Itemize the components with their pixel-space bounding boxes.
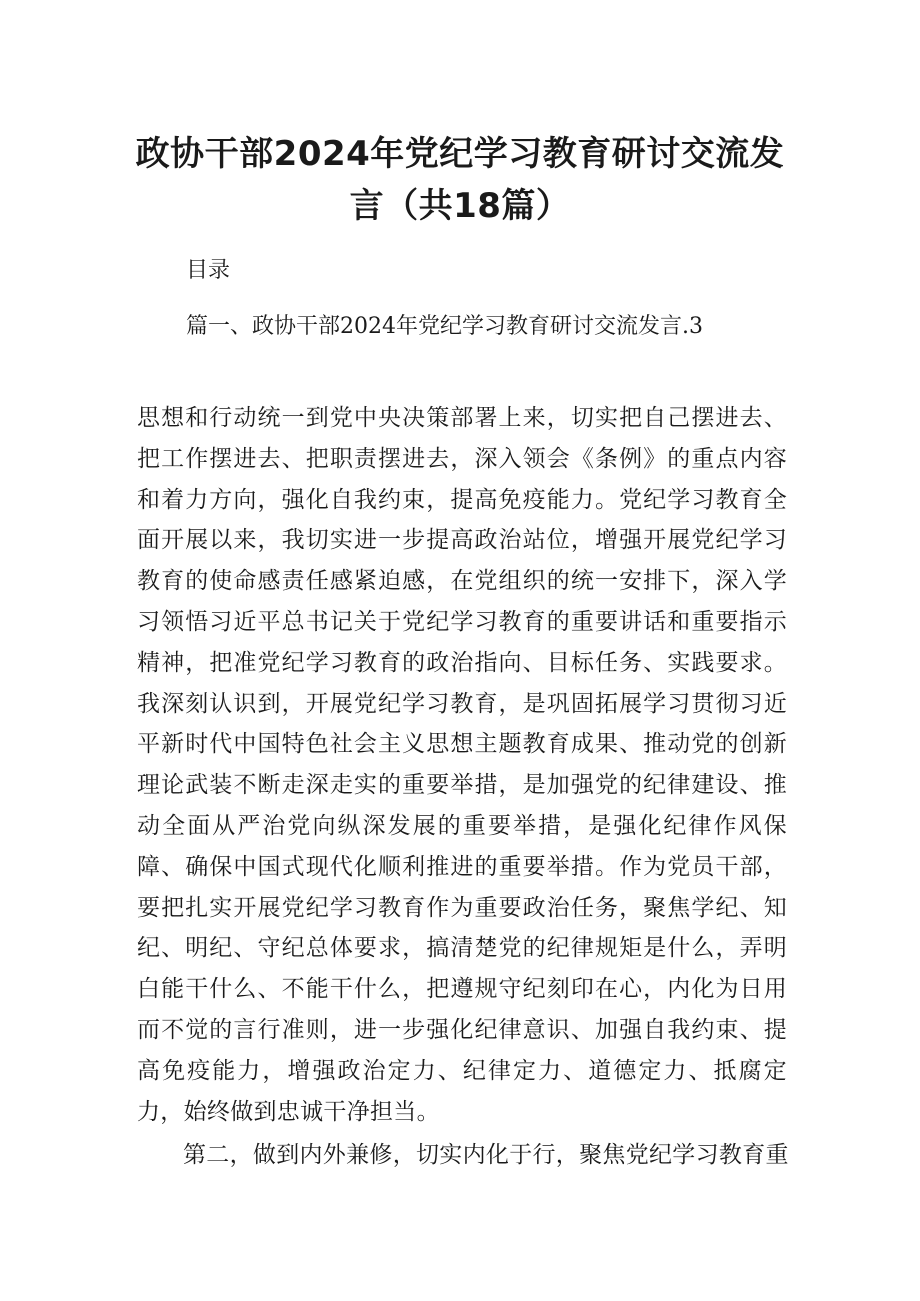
body-paragraph: 第二，做到内外兼修，切实内化于行，聚焦党纪学习教育重: [183, 1142, 789, 1168]
toc-item[interactable]: 篇一、政协干部2024年党纪学习教育研讨交流发言.3: [186, 314, 703, 339]
body-paragraph: 思想和行动统一到党中央决策部署上来，切实把自己摆进去、把工作摆进去、把职责摆进去，深入领会《条例》的重点内容和着力方向，强化自我约束，提高免疫能力。党纪学习教育全面开展以来，我切实进一步提高政治站位，增强开展党纪学习教育的使命感责任感紧迫感，在党组织的统一安排下，深入学习领悟习近平总书记关于党纪学习教育的重要讲话和重要指示精神，把准党纪学习教育的政治指向、目标任务、实践要求。我深刻认识到，开展党纪学习教育，是巩固拓展学习贯彻习近平新时代中国特色社会主义思想主题教育成果、推动党的创新理论武装不断走深走实的重要举措，是加强党的纪律建设、推动全面从严治党向纵深发展的重要举措，是强化纪律作风保障、确保中国式现代化顺利推进的重要举措。作为党员干部，要把扎实开展党纪学习教育作为重要政治任务，聚焦学纪、知纪、明纪、守纪总体要求，搞清楚党的纪律规矩是什么，弄明白能干什么、不能干什么，把遵规守纪刻印在心，内化为日用而不觉的言行准则，进一步强化纪律意识、加强自我约束、提高免疫能力，增强政治定力、纪律定力、道德定力、抵腐定力，始终做到忠诚干净担当。: [137, 405, 787, 1125]
toc-heading: 目录: [186, 258, 231, 283]
title-line-2: 言（共18篇）: [349, 186, 571, 226]
document-title: [110, 128, 810, 232]
title-line-1: 政协干部2024年党纪学习教育研讨交流发: [135, 134, 785, 174]
